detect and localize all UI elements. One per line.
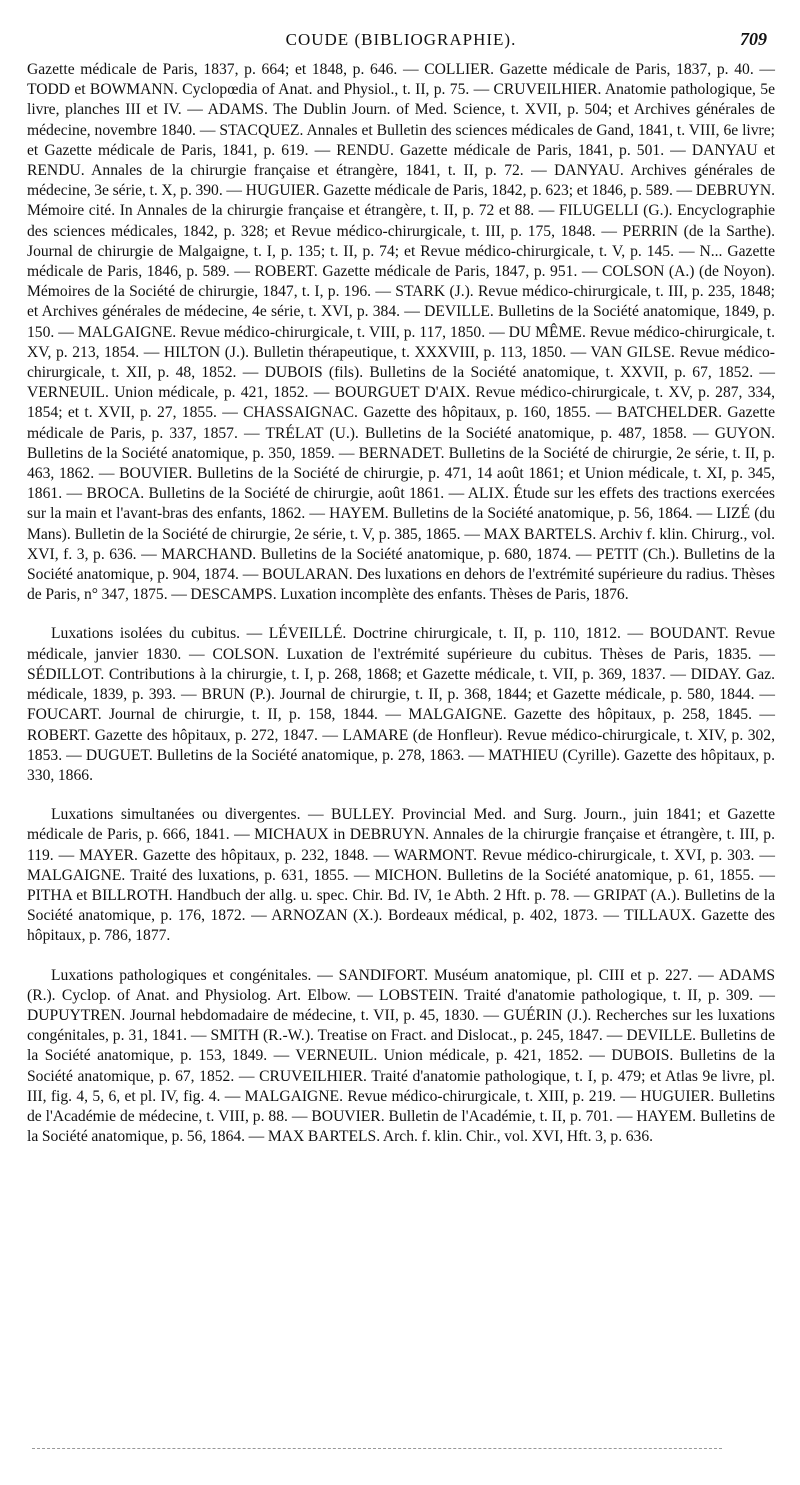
bibliography-paragraph-simultaneous: Luxations simultanées ou divergentes. — BULLEY. Provincial Med. and Surg. Journ., juin 1841; et Gazette médicale de Paris, p. 666, 1841. — MICHAUX in DEBRUYN. Annales de la chirurgie française et étrangère, t. III, p. 119. — MAYER. Gazette des hôpitaux, p. 232, 1848. — WARMONT. Revue médico-chirurgicale, t. XVI, p. 303. — MALGAIGNE. Traité des luxations, p. 631, 1855. — MICHON. Bulletins de la Société anatomique, p. 61, 1855. — PITHA et BILLROTH. Handbuch der allg. u. spec. Chir. Bd. IV, 1e Abth. 2 Hft. p. 78. — GRIPAT (A.). Bulletins de la Société anatomique, p. 176, 1872. — ARNOZAN (X.). Bordeaux médical, p. 402, 1873. — TILLAUX. Gazette des hôpitaux, p. 786, 1877.	[27, 806, 775, 945]
bibliography-paragraph-pathological: Luxations pathologiques et congénitales. — SANDIFORT. Muséum anatomique, pl. CIII et p. 227. — ADAMS (R.). Cyclop. of Anat. and Physiolog. Art. Elbow. — LOBSTEIN. Traité d'anatomie pathologique, t. II, p. 309. — DUPUYTREN. Journal hebdomadaire de médecine, t. VII, p. 45, 1830. — GUÉRIN (J.). Recherches sur les luxations congénitales, p. 31, 1841. — SMITH (R.-W.). Treatise on Fract. and Dislocat., p. 245, 1847. — DEVILLE. Bulletins de la Société anatomique, p. 153, 1849. — VERNEUIL. Union médicale, p. 421, 1852. — DUBOIS. Bulletins de la Société anatomique, p. 67, 1852. — CRUVEILHIER. Traité d'anatomie pathologique, t. I, p. 479; et Atlas 9e livre, pl. III, fig. 4, 5, 6, et pl. IV, fig. 4. — MALGAIGNE. Revue médico-chirurgicale, t. XIII, p. 219. — HUGUIER. Bulletins de l'Académie de médecine, t. VIII, p. 88. — BOUVIER. Bulletin de l'Académie, t. II, p. 701. — HAYEM. Bulletins de la Société anatomique, p. 56, 1864. — MAX BARTELS. Arch. f. klin. Chir., vol. XVI, Hft. 3, p. 636.	[27, 966, 775, 1146]
bibliography-paragraph-radius: Gazette médicale de Paris, 1837, p. 664; et 1848, p. 646. — COLLIER. Gazette médicale de Paris, 1837, p. 40. — TODD et BOWMANN. Cyclopœdia of Anat. and Physiol., t. II, p. 75. — CRUVEILHIER. Anatomie pathologique, 5e livre, planches III et IV. — ADAMS. The Dublin Journ. of Med. Science, t. XVII, p. 504; et Archives générales de médecine, novembre 1840. — STACQUEZ. Annales et Bulletin des sciences médicales de Gand, 1841, t. VIII, 6e livre; et Gazette médicale de Paris, 1841, p. 619. — RENDU. Gazette médicale de Paris, 1841, p. 501. — DANYAU et RENDU. Annales de la chirurgie française et étrangère, 1841, t. II, p. 72. — DANYAU. Archives générales de médecine, 3e série, t. X, p. 390. — HUGUIER. Gazette médicale de Paris, 1842, p. 623; et 1846, p. 589. — DEBRUYN. Mémoire cité. In Annales de la chirurgie française et étrangère, t. II, p. 72 et 88. — FILUGELLI (G.). Encyclographie des sciences médicales, 1842, p. 328; et Revue médico-chirurgicale, t. III, p. 175, 1848. — PERRIN (de la Sarthe). Journal de chirurgie de Malgaigne, t. I, p. 135; t. II, p. 74; et Revue médico-chirurgicale, t. V, p. 145. — N... Gazette médicale de Paris, 1846, p. 589. — ROBERT. Gazette médicale de Paris, 1847, p. 951. — COLSON (A.) (de Noyon). Mémoires de la Société de chirurgie, 1847, t. I, p. 196. — STARK (J.). Revue médico-chirurgicale, t. III, p. 235, 1848; et Archives générales de médecine, 4e série, t. XVI, p. 384. — DEVILLE. Bulletins de la Société anatomique, 1849, p. 150. — MALGAIGNE. Revue médico-chirurgicale, t. VIII, p. 117, 1850. — DU MÊME. Revue médico-chirurgicale, t. XV, p. 213, 1854. — HILTON (J.). Bulletin thérapeutique, t. XXXVIII, p. 113, 1850. — VAN GILSE. Revue médico-chirurgicale, t. XII, p. 48, 1852. — DUBOIS (fils). Bulletins de la Société anatomique, t. XXVII, p. 67, 1852. — VERNEUIL. Union médicale, p. 421, 1852. — BOURGUET D'AIX. Revue médico-chirurgicale, t. XV, p. 287, 334, 1854; et t. XVII, p. 27, 1855. — CHASSAIGNAC. Gazette des hôpitaux, p. 160, 1855. — BATCHELDER. Gazette médicale de Paris, p. 337, 1857. — TRÉLAT (U.). Bulletins de la Société anatomique, p. 487, 1858. — GUYON. Bulletins de la Société anatomique, p. 350, 1859. — BERNADET. Bulletins de la Société de chirurgie, 2e série, t. II, p. 463, 1862. — BOUVIER. Bulletins de la Société de chirurgie, p. 471, 14 août 1861; et Union médicale, t. XI, p. 345, 1861. — BROCA. Bulletins de la Société de chirurgie, août 1861. — ALIX. Étude sur les effets des tractions exercées sur la main et l'avant-bras des enfants, 1862. — HAYEM. Bulletins de la Société anatomique, p. 56, 1864. — LIZÉ (du Mans). Bulletin de la Société de chirurgie, 2e série, t. V, p. 385, 1865. — MAX BARTELS. Archiv f. klin. Chirurg., vol. XVI, f. 3, p. 636. — MARCHAND. Bulletins de la Société anatomique, p. 680, 1874. — PETIT (Ch.). Bulletins de la Société anatomique, p. 904, 1874. — BOULARAN. Des luxations en dehors de l'extrémité supérieure du radius. Thèses de Paris, n° 347, 1875. — DESCAMPS. Luxation incomplète des enfants. Thèses de Paris, 1876.	[27, 61, 775, 604]
page	[27, 30, 775, 1147]
page-number: 709	[740, 29, 767, 49]
page-header	[27, 30, 775, 54]
bibliography-paragraph-cubitus: Luxations isolées du cubitus. — LÉVEILLÉ. Doctrine chirurgicale, t. II, p. 110, 1812. — BOUDANT. Revue médicale, janvier 1830. — COLSON. Luxation de l'extrémité supérieure du cubitus. Thèses de Paris, 1835. — SÉDILLOT. Contributions à la chirurgie, t. I, p. 268, 1868; et Gazette médicale, t. VII, p. 369, 1837. — DIDAY. Gaz. médicale, 1839, p. 393. — BRUN (P.). Journal de chirurgie, t. II, p. 368, 1844; et Gazette médicale, p. 580, 1844. — FOUCART. Journal de chirurgie, t. II, p. 158, 1844. — MALGAIGNE. Gazette des hôpitaux, p. 258, 1845. — ROBERT. Gazette des hôpitaux, p. 272, 1847. — LAMARE (de Honfleur). Revue médico-chirurgicale, t. XIV, p. 302, 1853. — DUGUET. Bulletins de la Société anatomique, p. 278, 1863. — MATHIEU (Cyrille). Gazette des hôpitaux, p. 330, 1866.	[27, 625, 775, 784]
running-title: COUDE (BIBLIOGRAPHIE).	[285, 30, 517, 49]
footer-rule	[32, 1448, 722, 1449]
